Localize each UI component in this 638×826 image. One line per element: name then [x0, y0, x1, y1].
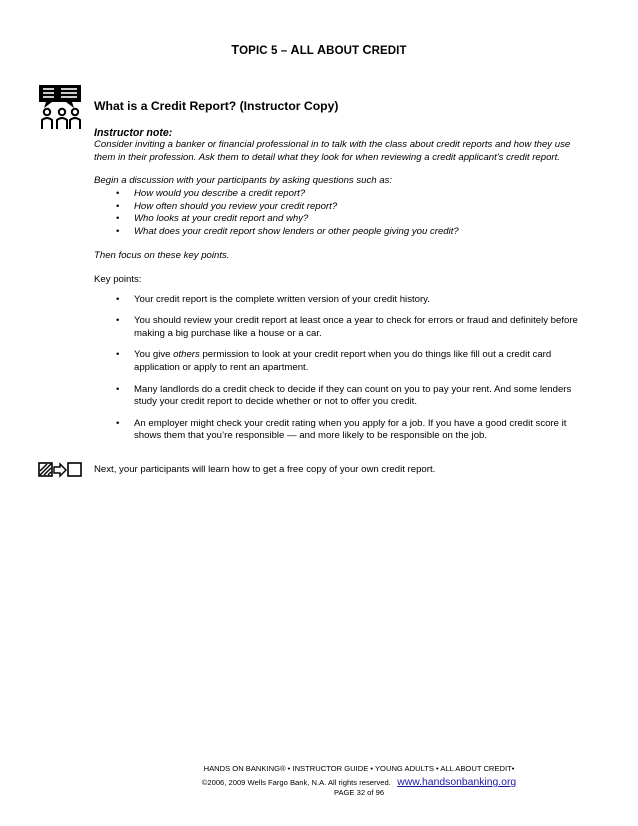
key-points-label: Key points: [94, 273, 142, 285]
next-step-arrow-icon [38, 462, 82, 478]
list-item: • What does your credit report show lenders or other people giving you credit? [94, 226, 584, 239]
list-item: • An employer might check your credit rating when you apply for a job. If you have a good credit score it shows them that you’re responsible — and more likely to be responsible on the job. [94, 418, 584, 443]
list-item: • Many landlords do a credit check to decide if they can count on you to pay your rent. And some lenders study your credit report to decide whether or not to offer you credit. [94, 384, 584, 409]
list-item: • You should review your credit report at least once a year to check for errors or fraud and definitely before making a big purchase like a house or a car. [94, 315, 584, 340]
footer-link[interactable]: www.handsonbanking.org [397, 777, 517, 788]
focus-text: Then focus on these key points. [94, 250, 230, 262]
instructor-note-text: Consider inviting a banker or financial professional in to talk with the class about credit reports and how they use them in their profession. Ask them to detail what they look for when reviewing a credit applicant's credit report. [94, 139, 571, 163]
list-item: • You give others permission to look at your credit report when you do things like fill out a credit card application or apply to rent an apartment. [94, 349, 584, 374]
list-item: • How would you describe a credit report? [94, 188, 584, 201]
footer-line: HANDS ON BANKING® • INSTRUCTOR GUIDE • YOUNG ADULTS • ALL ABOUT CREDIT• [203, 764, 515, 773]
group-discussion-icon [38, 84, 82, 130]
list-item: • Who looks at your credit report and why? [94, 213, 584, 226]
footer-copyright: ©2006, 2009 Wells Fargo Bank, N.A. All rights reserved. www.handsonbanking.org [201, 777, 517, 788]
discussion-questions [94, 188, 584, 238]
content-area [94, 100, 584, 455]
instructor-note-heading: Instructor note: [94, 126, 173, 139]
list-item: • Your credit report is the complete written version of your credit history. [94, 294, 584, 307]
discussion-intro: Begin a discussion with your participants by asking questions such as: [94, 175, 393, 187]
next-step-text: Next, your participants will learn how to get a free copy of your own credit report. [94, 464, 436, 475]
topic-header: TOPIC 5 – ALL ABOUT CREDIT [231, 43, 407, 57]
key-points-list [94, 294, 584, 443]
section-title: What is a Credit Report? (Instructor Copy) [94, 99, 339, 113]
list-item: • How often should you review your credit report? [94, 201, 584, 214]
page-number: PAGE 32 of 96 [333, 788, 385, 797]
